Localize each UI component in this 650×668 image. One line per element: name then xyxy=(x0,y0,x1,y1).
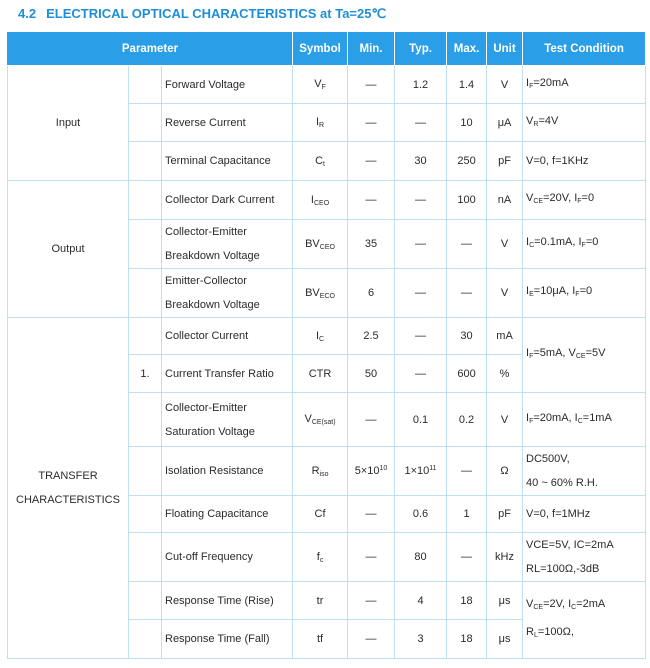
param-name: Emitter-Collector Breakdown Voltage xyxy=(162,269,293,318)
param-name: Current Transfer Ratio xyxy=(162,355,293,393)
characteristics-table xyxy=(7,31,646,659)
row-index-empty xyxy=(129,66,162,104)
symbol-cell: $f_c$ xyxy=(293,533,348,582)
group-transfer: TRANSFER CHARACTERISTICS xyxy=(8,318,129,659)
section-number: 4.2 xyxy=(18,6,37,21)
group-output: Output xyxy=(8,181,129,318)
row-index-empty xyxy=(129,104,162,142)
symbol-cell: $V_{CE(sat)}$ xyxy=(293,393,348,447)
min-cell: — xyxy=(348,181,395,220)
max-cell: 18 xyxy=(447,582,487,620)
symbol-cell: $I_C$ xyxy=(293,318,348,355)
max-cell: 18 xyxy=(447,620,487,659)
condition-cell: $I_F=20mA$, $I_C=1mA$ xyxy=(523,393,646,447)
typ-cell: — xyxy=(395,318,447,355)
condition-cell: V=0, f=1MHz xyxy=(523,496,646,533)
unit-cell: pF xyxy=(487,496,523,533)
min-cell: 6 xyxy=(348,269,395,318)
typ-cell: — xyxy=(395,220,447,269)
min-cell: — xyxy=(348,104,395,142)
max-cell: 250 xyxy=(447,142,487,181)
condition-cell: $V_{CE}=2V$, $I_C=2mA$ $R_L=100\Omega$, xyxy=(523,582,646,659)
header-symbol: Symbol xyxy=(293,32,348,66)
row-index-empty xyxy=(129,496,162,533)
typ-cell: — xyxy=(395,181,447,220)
max-cell: 600 xyxy=(447,355,487,393)
symbol-cell: tf xyxy=(293,620,348,659)
symbol-cell: tr xyxy=(293,582,348,620)
param-name: Terminal Capacitance xyxy=(162,142,293,181)
typ-cell: 1.2 xyxy=(395,66,447,104)
condition-cell: V=0, f=1KHz xyxy=(523,142,646,181)
unit-cell: V xyxy=(487,220,523,269)
max-cell: — xyxy=(447,447,487,496)
param-name: Collector Dark Current xyxy=(162,181,293,220)
typ-cell: — xyxy=(395,104,447,142)
unit-cell: mA xyxy=(487,318,523,355)
row-index-empty xyxy=(129,220,162,269)
table-row xyxy=(8,181,646,220)
row-index-empty xyxy=(129,318,162,355)
min-cell: — xyxy=(348,66,395,104)
min-cell: $5\times 10^{10}$ xyxy=(348,447,395,496)
group-input: Input xyxy=(8,66,129,181)
unit-cell: μs xyxy=(487,582,523,620)
max-cell: — xyxy=(447,533,487,582)
typ-cell: 4 xyxy=(395,582,447,620)
row-index-empty xyxy=(129,269,162,318)
typ-cell: 0.1 xyxy=(395,393,447,447)
symbol-cell: Cf xyxy=(293,496,348,533)
param-name: Collector Current xyxy=(162,318,293,355)
min-cell: — xyxy=(348,620,395,659)
param-name: Response Time (Rise) xyxy=(162,582,293,620)
symbol-cell: $BV_{ECO}$ xyxy=(293,269,348,318)
param-name: Reverse Current xyxy=(162,104,293,142)
max-cell: 1.4 xyxy=(447,66,487,104)
max-cell: 1 xyxy=(447,496,487,533)
row-index-empty xyxy=(129,620,162,659)
param-name: Floating Capacitance xyxy=(162,496,293,533)
unit-cell: V xyxy=(487,66,523,104)
unit-cell: pF xyxy=(487,142,523,181)
condition-cell: $V_R=4V$ xyxy=(523,104,646,142)
min-cell: — xyxy=(348,393,395,447)
min-cell: 50 xyxy=(348,355,395,393)
row-index-empty xyxy=(129,447,162,496)
unit-cell: μA xyxy=(487,104,523,142)
param-name: Cut-off Frequency xyxy=(162,533,293,582)
max-cell: 10 xyxy=(447,104,487,142)
row-index-empty xyxy=(129,393,162,447)
unit-cell: Ω xyxy=(487,447,523,496)
unit-cell: V xyxy=(487,393,523,447)
min-cell: — xyxy=(348,533,395,582)
unit-cell: kHz xyxy=(487,533,523,582)
unit-cell: μs xyxy=(487,620,523,659)
typ-cell: — xyxy=(395,269,447,318)
param-name: Response Time (Fall) xyxy=(162,620,293,659)
row-index-empty xyxy=(129,142,162,181)
row-index-empty xyxy=(129,582,162,620)
max-cell: — xyxy=(447,269,487,318)
table-header-row xyxy=(8,32,646,66)
param-name: Forward Voltage xyxy=(162,66,293,104)
condition-cell: $I_F=5mA$, $V_{CE}=5V$ xyxy=(523,318,646,393)
min-cell: — xyxy=(348,496,395,533)
typ-cell: 0.6 xyxy=(395,496,447,533)
typ-cell: 80 xyxy=(395,533,447,582)
param-name: Isolation Resistance xyxy=(162,447,293,496)
header-unit: Unit xyxy=(487,32,523,66)
max-cell: — xyxy=(447,220,487,269)
min-cell: 35 xyxy=(348,220,395,269)
typ-cell: 3 xyxy=(395,620,447,659)
header-max: Max. xyxy=(447,32,487,66)
condition-cell: $I_C=0.1mA$, $I_F=0$ xyxy=(523,220,646,269)
min-cell: 2.5 xyxy=(348,318,395,355)
section-title: ELECTRICAL OPTICAL CHARACTERISTICS at Ta=25℃ xyxy=(46,6,387,21)
header-parameter: Parameter xyxy=(8,32,293,66)
symbol-cell: $BV_{CEO}$ xyxy=(293,220,348,269)
unit-cell: nA xyxy=(487,181,523,220)
symbol-cell: CTR xyxy=(293,355,348,393)
unit-cell: % xyxy=(487,355,523,393)
row-index-empty xyxy=(129,533,162,582)
section-heading xyxy=(18,6,386,22)
condition-cell: DC500V, 40 ~ 60% R.H. xyxy=(523,447,646,496)
symbol-cell: $R_{iso}$ xyxy=(293,447,348,496)
condition-cell: $I_F=20mA$ xyxy=(523,66,646,104)
symbol-cell: $C_t$ xyxy=(293,142,348,181)
typ-cell: — xyxy=(395,355,447,393)
max-cell: 0.2 xyxy=(447,393,487,447)
condition-cell: $V_{CE}=20V$, $I_F=0$ xyxy=(523,181,646,220)
symbol-cell: $V_F$ xyxy=(293,66,348,104)
header-typ: Typ. xyxy=(395,32,447,66)
unit-cell: V xyxy=(487,269,523,318)
symbol-cell: $I_{CEO}$ xyxy=(293,181,348,220)
table-row xyxy=(8,66,646,104)
row-index: 1. xyxy=(129,355,162,393)
param-name: Collector-Emitter Saturation Voltage xyxy=(162,393,293,447)
min-cell: — xyxy=(348,142,395,181)
typ-cell: $1\times 10^{11}$ xyxy=(395,447,447,496)
condition-cell: $I_E=10\mu A$, $I_F=0$ xyxy=(523,269,646,318)
table-row xyxy=(8,318,646,355)
header-min: Min. xyxy=(348,32,395,66)
header-condition: Test Condition xyxy=(523,32,646,66)
condition-cell: VCE=5V, IC=2mA RL=100Ω,-3dB xyxy=(523,533,646,582)
max-cell: 100 xyxy=(447,181,487,220)
typ-cell: 30 xyxy=(395,142,447,181)
symbol-cell: $I_R$ xyxy=(293,104,348,142)
param-name: Collector-Emitter Breakdown Voltage xyxy=(162,220,293,269)
min-cell: — xyxy=(348,582,395,620)
max-cell: 30 xyxy=(447,318,487,355)
row-index-empty xyxy=(129,181,162,220)
